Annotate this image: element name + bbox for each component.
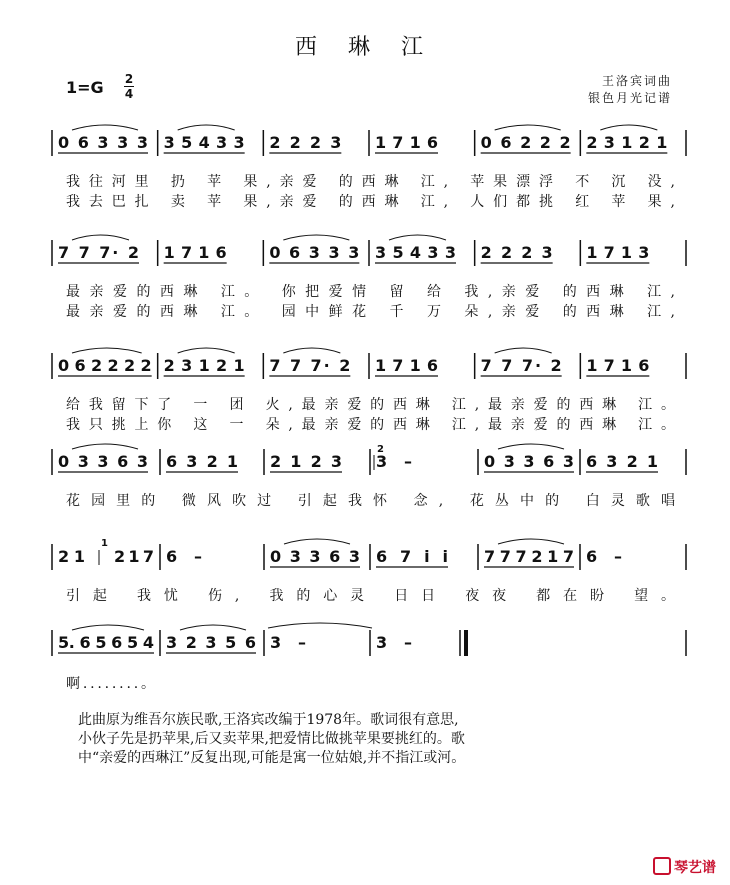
slur (72, 625, 144, 630)
lyric-line: 最亲爱的西琳 江。 园中鲜花 千 万 朵,亲爱 的西琳 江, (66, 304, 677, 320)
measure-notes: 2 1 2 3 (270, 452, 342, 471)
lyric-line: 引起 我忧 伤, 我的心灵 日日 夜夜 都在盼 望。 (66, 588, 676, 604)
time-signature-top: 2 (124, 72, 134, 86)
logo-icon (653, 857, 671, 875)
lyric-line: 啊........。 (66, 676, 156, 692)
slur (284, 539, 350, 544)
measure-notes: 7 7 7· 2 (58, 243, 139, 262)
slur (72, 235, 129, 240)
measure-notes: 6 7 i i (376, 547, 448, 566)
key-signature: 1=G (66, 78, 104, 97)
commentary-line: 小伙子先是扔苹果,后又卖苹果,把爱情比做挑苹果要挑红的。歌 (78, 731, 465, 747)
measure-notes: 3 2 3 5 6 (166, 633, 256, 652)
measure-notes: 7 7 7· 2 (269, 356, 351, 375)
measure-notes: 6 3 2 1 (166, 452, 238, 471)
slur (283, 235, 349, 240)
measure-notes: 6 3 2 1 (586, 452, 658, 471)
measure-notes: 0 6 2 2 2 (480, 133, 571, 152)
volta-second: 2 (377, 444, 384, 455)
slur (178, 125, 235, 130)
lyric-line: 我去巴扎 卖 苹 果,亲爱 的西琳 江, 人们都挑 红 苹 果, (66, 194, 676, 210)
lyric-line: 最亲爱的西琳 江。 你把爱情 留 给 我,亲爱 的西琳 江, (66, 284, 677, 300)
volta-first: 1 (101, 538, 108, 549)
credit-transcriber: 银色月光记谱 (587, 91, 672, 105)
measure-notes: 0 6 3 3 3 (58, 133, 148, 152)
measure-notes: 3 – (376, 633, 412, 652)
commentary-line: 此曲原为维吾尔族民歌,王洛宾改编于1978年。歌词很有意思, (78, 712, 459, 728)
slur (72, 125, 138, 130)
measure-notes: 1 7 1 6 (375, 356, 438, 375)
measure-notes: 2 3 1 2 1 (586, 133, 668, 152)
measure-notes: 0 3 3 6 3 (484, 452, 574, 471)
measure-notes: 0 6 2 2 2 2 (58, 356, 152, 375)
slur (498, 444, 564, 449)
slur (389, 235, 446, 240)
slur (283, 348, 340, 353)
lyric-line: 我只挑上你 这 一 朵,最亲爱的西琳 江,最亲爱的西琳 江。 (66, 417, 676, 433)
tie-arc (268, 623, 372, 628)
commentary-line: 中“亲爱的西琳江”反复出现,可能是寓一位姑娘,并不指江或河。 (78, 750, 466, 766)
logo-text: 琴艺谱 (674, 860, 716, 876)
measure-notes: 1 7 1 6 (586, 356, 650, 375)
commentary (78, 711, 678, 768)
measure-notes: 0 6 3 3 3 (269, 243, 360, 262)
lyric-line: 花园里的 微风吹过 引起我怀 念, 花丛中的 白灵歌唱 (66, 493, 676, 509)
measure-notes: 0 3 3 6 3 (270, 547, 360, 566)
measure-notes: 2 3 1 2 1 (163, 356, 245, 375)
measure-notes: 0 3 3 6 3 (58, 452, 148, 471)
measure-notes: 2 2 2 3 (480, 243, 553, 262)
measure-notes: 5. 6 5 6 5 4 (58, 633, 154, 652)
slur (498, 539, 564, 544)
measure-notes: 7 7 7· 2 (480, 356, 562, 375)
site-logo (653, 857, 716, 877)
measure-notes: 1 7 1 6 (163, 243, 227, 262)
slur (495, 348, 552, 353)
slur (72, 348, 142, 353)
slur (495, 125, 561, 130)
measure-notes: 3 5 4 3 3 (375, 243, 456, 262)
measure-notes: 3 – (270, 633, 306, 652)
lyric-line: 我往河里 扔 苹 果,亲爱 的西琳 江, 苹果漂浮 不 沉 没, (66, 174, 676, 190)
measure-notes: 3 – (376, 452, 412, 471)
measure-notes: 2 1 7 (114, 547, 154, 566)
measure-notes: 6 – (586, 547, 622, 566)
slur (600, 125, 657, 130)
measure-notes: 2 2 2 3 (269, 133, 342, 152)
measure-notes: 7 7 7 2 1 7 (484, 547, 574, 566)
slur (180, 625, 246, 630)
credit-composer: 王洛宾词曲 (601, 74, 672, 88)
measure-notes: 1 7 1 6 (375, 133, 438, 152)
slur (72, 444, 138, 449)
song-title: 西 琳 江 (295, 35, 435, 60)
measure-notes: 6 – (166, 547, 202, 566)
lyric-line: 给我留下了 一 团 火,最亲爱的西琳 江,最亲爱的西琳 江。 (66, 397, 676, 413)
measure-notes: 2 1 (58, 547, 85, 566)
time-signature-bottom: 4 (124, 87, 134, 101)
measure-notes: 3 5 4 3 3 (163, 133, 245, 152)
measure-notes: 1 7 1 3 (586, 243, 650, 262)
slur (178, 348, 235, 353)
